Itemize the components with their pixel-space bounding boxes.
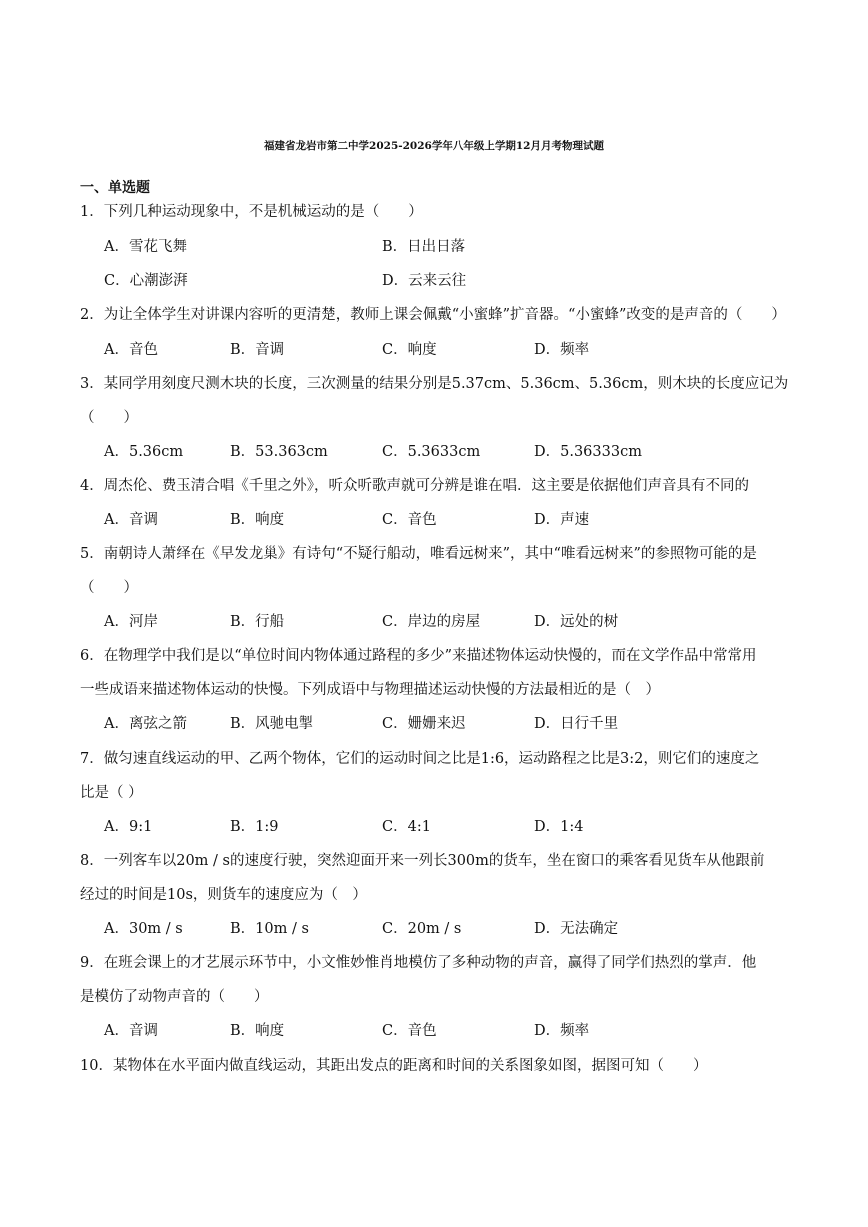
question-6-option-d: D．日行千里 [534, 716, 619, 732]
question-1-option-a: A．雪花飞舞 [104, 239, 187, 255]
question-7-stem: 7．做匀速直线运动的甲、乙两个物体，它们的运动时间之比是1:6，运动路程之比是3:2，则它们的速度之 [80, 751, 760, 767]
question-9-stem: 9．在班会课上的才艺展示环节中，小文惟妙惟肖地模仿了多种动物的声音，赢得了同学们热烈的掌声．他 [80, 955, 757, 971]
question-6-stem: 6．在物理学中我们是以“单位时间内物体通过路程的多少”来描述物体运动快慢的，而在文学作品中常常用 [80, 648, 757, 664]
question-8-option-a: A．30m / s [104, 921, 183, 937]
question-1-option-d: D．云来云往 [382, 273, 467, 289]
question-8-option-b: B．10m / s [230, 921, 309, 937]
question-7-option-d: D．1:4 [534, 819, 584, 835]
question-5-option-d: D．远处的树 [534, 614, 619, 630]
question-7-option-c: C．4:1 [382, 819, 431, 835]
question-9-option-a: A．音调 [104, 1023, 158, 1039]
question-8-option-c: C．20m / s [382, 921, 462, 937]
question-6-option-a: A．离弦之箭 [104, 716, 187, 732]
question-9-option-d: D．频率 [534, 1023, 590, 1039]
question-10-stem: 10．某物体在水平面内做直线运动，其距出发点的距离和时间的关系图象如图，据图可知（ ） [80, 1058, 708, 1074]
question-9-stem-cont: 是模仿了动物声音的（ ） [80, 989, 269, 1005]
question-1-option-c: C．心潮澎湃 [104, 273, 188, 289]
question-5-stem-cont: （ ） [80, 580, 138, 596]
question-7-stem-cont: 比是（ ） [80, 785, 143, 801]
question-2-option-a: A．音色 [104, 342, 158, 358]
question-1-stem: 1．下列几种运动现象中，不是机械运动的是（ ） [80, 204, 423, 220]
question-4-stem: 4．周杰伦、费玉清合唱《千里之外》，听众听歌声就可分辨是谁在唱．这主要是依据他们声音具有不同的 [80, 478, 749, 494]
section-heading: 一、单选题 [80, 180, 150, 196]
question-4-option-a: A．音调 [104, 512, 158, 528]
question-3-option-c: C．5.3633cm [382, 444, 481, 460]
question-5-stem: 5．南朝诗人萧绎在《早发龙巢》有诗句“不疑行船动，唯看远树来”，其中“唯看远树来”的参照物可能的是 [80, 546, 757, 562]
question-2-option-b: B．音调 [230, 342, 285, 358]
question-3-option-d: D．5.36333cm [534, 444, 642, 460]
question-3-option-b: B．53.363cm [230, 444, 328, 460]
question-4-option-d: D．声速 [534, 512, 590, 528]
question-9-option-c: C．音色 [382, 1023, 437, 1039]
question-7-option-a: A．9:1 [104, 819, 153, 835]
question-9-option-b: B．响度 [230, 1023, 285, 1039]
question-2-stem: 2．为让全体学生对讲课内容听的更清楚，教师上课会佩戴“小蜜蜂”扩音器。“小蜜蜂”改变的是声音的（ ） [80, 307, 786, 323]
question-4-option-b: B．响度 [230, 512, 285, 528]
question-8-stem: 8．一列客车以20m / s的速度行驶，突然迎面开来一列长300m的货车，坐在窗口的乘客看见货车从他跟前 [80, 853, 765, 869]
question-3-option-a: A．5.36cm [104, 444, 184, 460]
question-6-option-b: B．风驰电掣 [230, 716, 314, 732]
exam-title: 福建省龙岩市第二中学2025-2026学年八年级上学期12月月考物理试题 [264, 140, 604, 152]
question-5-option-b: B．行船 [230, 614, 285, 630]
question-5-option-a: A．河岸 [104, 614, 158, 630]
question-3-stem-cont: （ ） [80, 410, 138, 426]
question-2-option-c: C．响度 [382, 342, 437, 358]
question-8-option-d: D．无法确定 [534, 921, 619, 937]
question-4-option-c: C．音色 [382, 512, 437, 528]
question-1-option-b: B．日出日落 [382, 239, 466, 255]
question-3-stem: 3．某同学用刻度尺测木块的长度，三次测量的结果分别是5.37cm、5.36cm、5.36cm，则木块的长度应记为 [80, 376, 789, 392]
question-8-stem-cont: 经过的时间是10s，则货车的速度应为（ ） [80, 887, 367, 903]
question-7-option-b: B．1:9 [230, 819, 279, 835]
question-6-option-c: C．姗姗来迟 [382, 716, 466, 732]
question-5-option-c: C．岸边的房屋 [382, 614, 481, 630]
question-6-stem-cont: 一些成语来描述物体运动的快慢。下列成语中与物理描述运动快慢的方法最相近的是（ ） [80, 682, 660, 698]
question-2-option-d: D．频率 [534, 342, 590, 358]
